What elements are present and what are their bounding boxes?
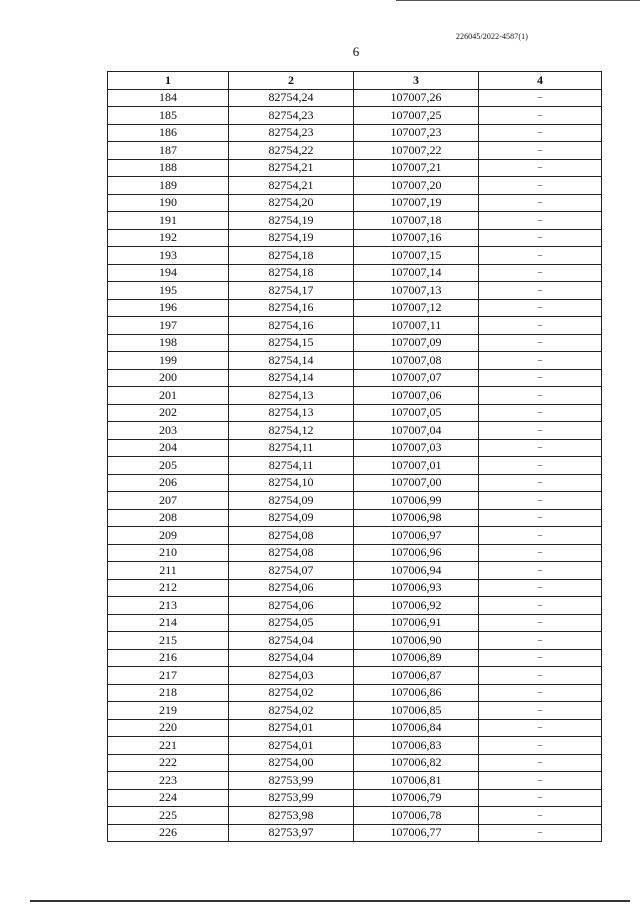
x-coordinate-cell: 82754,09 <box>229 492 354 510</box>
y-coordinate-cell: 107007,26 <box>354 89 479 107</box>
point-number-cell: 215 <box>108 632 229 650</box>
note-cell: – <box>479 544 602 562</box>
note-cell: – <box>479 772 602 790</box>
note-cell: – <box>479 667 602 685</box>
point-number-cell: 195 <box>108 282 229 300</box>
note-cell: – <box>479 107 602 125</box>
table-row <box>108 194 602 212</box>
note-cell: – <box>479 737 602 755</box>
coordinates-table <box>107 71 602 842</box>
x-coordinate-cell: 82754,21 <box>229 177 354 195</box>
point-number-cell: 219 <box>108 702 229 720</box>
table-row <box>108 492 602 510</box>
note-cell: – <box>479 684 602 702</box>
x-coordinate-cell: 82754,06 <box>229 579 354 597</box>
point-number-cell: 216 <box>108 649 229 667</box>
point-number-cell: 187 <box>108 142 229 160</box>
table-row <box>108 719 602 737</box>
point-number-cell: 226 <box>108 824 229 842</box>
bottom-rule <box>30 900 630 902</box>
point-number-cell: 224 <box>108 789 229 807</box>
table-row <box>108 247 602 265</box>
point-number-cell: 214 <box>108 614 229 632</box>
x-coordinate-cell: 82754,03 <box>229 667 354 685</box>
x-coordinate-cell: 82754,04 <box>229 649 354 667</box>
y-coordinate-cell: 107007,23 <box>354 124 479 142</box>
point-number-cell: 206 <box>108 474 229 492</box>
point-number-cell: 188 <box>108 159 229 177</box>
y-coordinate-cell: 107006,78 <box>354 807 479 825</box>
note-cell: – <box>479 282 602 300</box>
x-coordinate-cell: 82754,02 <box>229 684 354 702</box>
note-cell: – <box>479 387 602 405</box>
y-coordinate-cell: 107007,00 <box>354 474 479 492</box>
point-number-cell: 198 <box>108 334 229 352</box>
table-row <box>108 317 602 335</box>
table-row <box>108 474 602 492</box>
table-row <box>108 89 602 107</box>
note-cell: – <box>479 142 602 160</box>
x-coordinate-cell: 82754,05 <box>229 614 354 632</box>
table-row <box>108 439 602 457</box>
y-coordinate-cell: 107007,05 <box>354 404 479 422</box>
x-coordinate-cell: 82754,17 <box>229 282 354 300</box>
x-coordinate-cell: 82754,16 <box>229 317 354 335</box>
y-coordinate-cell: 107007,14 <box>354 264 479 282</box>
table-row <box>108 352 602 370</box>
point-number-cell: 185 <box>108 107 229 125</box>
point-number-cell: 212 <box>108 579 229 597</box>
column-header: 1 <box>108 72 229 90</box>
point-number-cell: 218 <box>108 684 229 702</box>
note-cell: – <box>479 579 602 597</box>
y-coordinate-cell: 107007,01 <box>354 457 479 475</box>
table-row <box>108 632 602 650</box>
x-coordinate-cell: 82754,04 <box>229 632 354 650</box>
y-coordinate-cell: 107007,21 <box>354 159 479 177</box>
table-row <box>108 667 602 685</box>
y-coordinate-cell: 107007,20 <box>354 177 479 195</box>
point-number-cell: 210 <box>108 544 229 562</box>
table-row <box>108 789 602 807</box>
note-cell: – <box>479 457 602 475</box>
y-coordinate-cell: 107006,79 <box>354 789 479 807</box>
table-row <box>108 212 602 230</box>
x-coordinate-cell: 82754,14 <box>229 369 354 387</box>
y-coordinate-cell: 107007,06 <box>354 387 479 405</box>
point-number-cell: 186 <box>108 124 229 142</box>
y-coordinate-cell: 107007,08 <box>354 352 479 370</box>
note-cell: – <box>479 754 602 772</box>
x-coordinate-cell: 82754,09 <box>229 509 354 527</box>
y-coordinate-cell: 107006,94 <box>354 562 479 580</box>
point-number-cell: 207 <box>108 492 229 510</box>
table-row <box>108 264 602 282</box>
table-row <box>108 159 602 177</box>
note-cell: – <box>479 159 602 177</box>
point-number-cell: 194 <box>108 264 229 282</box>
y-coordinate-cell: 107006,90 <box>354 632 479 650</box>
point-number-cell: 221 <box>108 737 229 755</box>
y-coordinate-cell: 107007,04 <box>354 422 479 440</box>
note-cell: – <box>479 264 602 282</box>
note-cell: – <box>479 369 602 387</box>
y-coordinate-cell: 107006,84 <box>354 719 479 737</box>
x-coordinate-cell: 82754,08 <box>229 527 354 545</box>
column-header: 3 <box>354 72 479 90</box>
table-row <box>108 562 602 580</box>
y-coordinate-cell: 107006,96 <box>354 544 479 562</box>
note-cell: – <box>479 474 602 492</box>
point-number-cell: 220 <box>108 719 229 737</box>
point-number-cell: 192 <box>108 229 229 247</box>
y-coordinate-cell: 107007,12 <box>354 299 479 317</box>
top-rule <box>396 0 640 1</box>
note-cell: – <box>479 352 602 370</box>
y-coordinate-cell: 107006,93 <box>354 579 479 597</box>
table-row <box>108 527 602 545</box>
table-body <box>108 89 602 842</box>
x-coordinate-cell: 82753,97 <box>229 824 354 842</box>
table-row <box>108 579 602 597</box>
point-number-cell: 197 <box>108 317 229 335</box>
y-coordinate-cell: 107006,98 <box>354 509 479 527</box>
x-coordinate-cell: 82754,23 <box>229 124 354 142</box>
table-row <box>108 124 602 142</box>
point-number-cell: 199 <box>108 352 229 370</box>
note-cell: – <box>479 299 602 317</box>
x-coordinate-cell: 82754,02 <box>229 702 354 720</box>
point-number-cell: 190 <box>108 194 229 212</box>
y-coordinate-cell: 107006,92 <box>354 597 479 615</box>
y-coordinate-cell: 107007,13 <box>354 282 479 300</box>
x-coordinate-cell: 82754,08 <box>229 544 354 562</box>
y-coordinate-cell: 107006,85 <box>354 702 479 720</box>
table-row <box>108 597 602 615</box>
table-row <box>108 142 602 160</box>
table-row <box>108 737 602 755</box>
note-cell: – <box>479 824 602 842</box>
table-row <box>108 544 602 562</box>
note-cell: – <box>479 229 602 247</box>
point-number-cell: 201 <box>108 387 229 405</box>
table-row <box>108 824 602 842</box>
x-coordinate-cell: 82754,12 <box>229 422 354 440</box>
x-coordinate-cell: 82754,06 <box>229 597 354 615</box>
point-number-cell: 204 <box>108 439 229 457</box>
y-coordinate-cell: 107006,83 <box>354 737 479 755</box>
point-number-cell: 217 <box>108 667 229 685</box>
note-cell: – <box>479 89 602 107</box>
x-coordinate-cell: 82754,01 <box>229 719 354 737</box>
y-coordinate-cell: 107007,15 <box>354 247 479 265</box>
note-cell: – <box>479 509 602 527</box>
y-coordinate-cell: 107006,81 <box>354 772 479 790</box>
y-coordinate-cell: 107006,89 <box>354 649 479 667</box>
page-number: 6 <box>352 44 360 59</box>
x-coordinate-cell: 82754,13 <box>229 387 354 405</box>
note-cell: – <box>479 562 602 580</box>
table-row <box>108 509 602 527</box>
table-row <box>108 754 602 772</box>
point-number-cell: 208 <box>108 509 229 527</box>
column-header: 2 <box>229 72 354 90</box>
x-coordinate-cell: 82754,18 <box>229 264 354 282</box>
table-row <box>108 229 602 247</box>
note-cell: – <box>479 632 602 650</box>
table-row <box>108 369 602 387</box>
x-coordinate-cell: 82753,98 <box>229 807 354 825</box>
y-coordinate-cell: 107007,09 <box>354 334 479 352</box>
table-row <box>108 772 602 790</box>
table-row <box>108 404 602 422</box>
y-coordinate-cell: 107006,77 <box>354 824 479 842</box>
point-number-cell: 213 <box>108 597 229 615</box>
x-coordinate-cell: 82754,11 <box>229 457 354 475</box>
note-cell: – <box>479 317 602 335</box>
y-coordinate-cell: 107006,97 <box>354 527 479 545</box>
column-header: 4 <box>479 72 602 90</box>
x-coordinate-cell: 82753,99 <box>229 789 354 807</box>
table-header-row <box>108 72 602 90</box>
point-number-cell: 189 <box>108 177 229 195</box>
y-coordinate-cell: 107006,91 <box>354 614 479 632</box>
note-cell: – <box>479 597 602 615</box>
x-coordinate-cell: 82754,19 <box>229 212 354 230</box>
document-number: 226045/2022-4587(1) <box>455 32 528 41</box>
note-cell: – <box>479 177 602 195</box>
table-row <box>108 614 602 632</box>
y-coordinate-cell: 107007,07 <box>354 369 479 387</box>
x-coordinate-cell: 82753,99 <box>229 772 354 790</box>
point-number-cell: 205 <box>108 457 229 475</box>
note-cell: – <box>479 212 602 230</box>
x-coordinate-cell: 82754,15 <box>229 334 354 352</box>
y-coordinate-cell: 107007,25 <box>354 107 479 125</box>
note-cell: – <box>479 527 602 545</box>
note-cell: – <box>479 789 602 807</box>
y-coordinate-cell: 107006,87 <box>354 667 479 685</box>
note-cell: – <box>479 194 602 212</box>
note-cell: – <box>479 807 602 825</box>
note-cell: – <box>479 247 602 265</box>
table-row <box>108 457 602 475</box>
x-coordinate-cell: 82754,20 <box>229 194 354 212</box>
note-cell: – <box>479 124 602 142</box>
point-number-cell: 184 <box>108 89 229 107</box>
point-number-cell: 191 <box>108 212 229 230</box>
table-row <box>108 702 602 720</box>
y-coordinate-cell: 107007,11 <box>354 317 479 335</box>
point-number-cell: 200 <box>108 369 229 387</box>
point-number-cell: 211 <box>108 562 229 580</box>
point-number-cell: 202 <box>108 404 229 422</box>
y-coordinate-cell: 107007,18 <box>354 212 479 230</box>
note-cell: – <box>479 422 602 440</box>
x-coordinate-cell: 82754,14 <box>229 352 354 370</box>
x-coordinate-cell: 82754,00 <box>229 754 354 772</box>
y-coordinate-cell: 107007,19 <box>354 194 479 212</box>
table-row <box>108 684 602 702</box>
y-coordinate-cell: 107007,16 <box>354 229 479 247</box>
y-coordinate-cell: 107006,82 <box>354 754 479 772</box>
table-row <box>108 334 602 352</box>
table-row <box>108 299 602 317</box>
y-coordinate-cell: 107006,99 <box>354 492 479 510</box>
x-coordinate-cell: 82754,16 <box>229 299 354 317</box>
note-cell: – <box>479 719 602 737</box>
y-coordinate-cell: 107007,22 <box>354 142 479 160</box>
x-coordinate-cell: 82754,13 <box>229 404 354 422</box>
note-cell: – <box>479 614 602 632</box>
point-number-cell: 203 <box>108 422 229 440</box>
point-number-cell: 225 <box>108 807 229 825</box>
x-coordinate-cell: 82754,07 <box>229 562 354 580</box>
table-row <box>108 649 602 667</box>
table-row <box>108 282 602 300</box>
table-row <box>108 422 602 440</box>
note-cell: – <box>479 492 602 510</box>
note-cell: – <box>479 702 602 720</box>
note-cell: – <box>479 439 602 457</box>
x-coordinate-cell: 82754,23 <box>229 107 354 125</box>
point-number-cell: 223 <box>108 772 229 790</box>
point-number-cell: 196 <box>108 299 229 317</box>
x-coordinate-cell: 82754,19 <box>229 229 354 247</box>
x-coordinate-cell: 82754,22 <box>229 142 354 160</box>
x-coordinate-cell: 82754,21 <box>229 159 354 177</box>
table-row <box>108 807 602 825</box>
note-cell: – <box>479 649 602 667</box>
y-coordinate-cell: 107006,86 <box>354 684 479 702</box>
note-cell: – <box>479 404 602 422</box>
x-coordinate-cell: 82754,10 <box>229 474 354 492</box>
point-number-cell: 193 <box>108 247 229 265</box>
x-coordinate-cell: 82754,24 <box>229 89 354 107</box>
table-row <box>108 177 602 195</box>
x-coordinate-cell: 82754,11 <box>229 439 354 457</box>
x-coordinate-cell: 82754,18 <box>229 247 354 265</box>
x-coordinate-cell: 82754,01 <box>229 737 354 755</box>
point-number-cell: 222 <box>108 754 229 772</box>
y-coordinate-cell: 107007,03 <box>354 439 479 457</box>
table-row <box>108 107 602 125</box>
point-number-cell: 209 <box>108 527 229 545</box>
note-cell: – <box>479 334 602 352</box>
table-row <box>108 387 602 405</box>
